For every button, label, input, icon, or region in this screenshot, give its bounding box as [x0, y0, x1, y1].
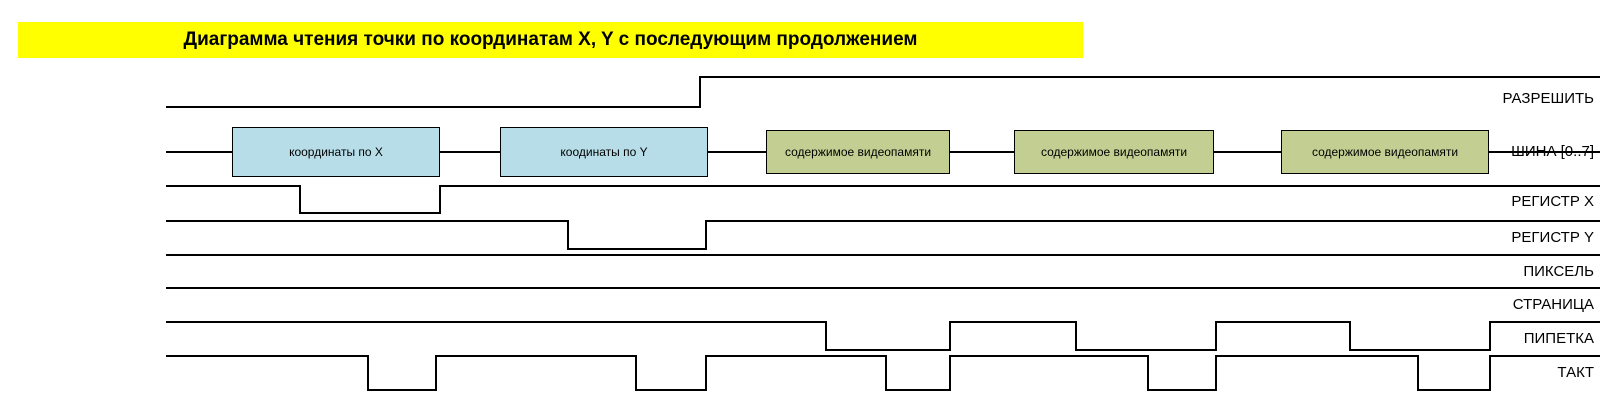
signal-label-piksel: ПИКСЕЛЬ	[1523, 263, 1594, 280]
signal-label-takt: ТАКТ	[1557, 364, 1594, 381]
page-title: Диаграмма чтения точки по координатам X, Y с последующим продолжением	[183, 29, 918, 50]
signal-label-razreshit: РАЗРЕШИТЬ	[1502, 90, 1594, 107]
waveform-takt	[166, 356, 1600, 390]
bus-item-label: содержимое видеопамяти	[1311, 145, 1459, 159]
bus-item-label: координаты по X	[289, 145, 383, 159]
signal-label-shina: ШИНА [0..7]	[1511, 143, 1594, 160]
bus-item-label: коодинаты по Y	[560, 145, 648, 159]
waveform-registr-y	[166, 221, 1600, 249]
signal-label-pipetka: ПИПЕТКА	[1523, 330, 1594, 347]
bus-item-3	[1014, 130, 1214, 174]
bus-item-label: содержимое видеопамяти	[1040, 145, 1188, 159]
bus-item-label: содержимое видеопамяти	[784, 145, 932, 159]
bus-item-0	[232, 127, 440, 177]
signal-label-registr-x: РЕГИСТР X	[1511, 193, 1594, 210]
bus-item-2	[766, 130, 950, 174]
signal-label-stranica: СТРАНИЦА	[1512, 296, 1594, 313]
waveform-registr-x	[166, 186, 1600, 213]
signal-label-registr-y: РЕГИСТР Y	[1511, 229, 1594, 246]
bus-item-4	[1281, 130, 1489, 174]
waveform-razreshit	[166, 77, 1600, 107]
waveform-pipetka	[166, 322, 1600, 350]
bus-item-1	[500, 127, 708, 177]
